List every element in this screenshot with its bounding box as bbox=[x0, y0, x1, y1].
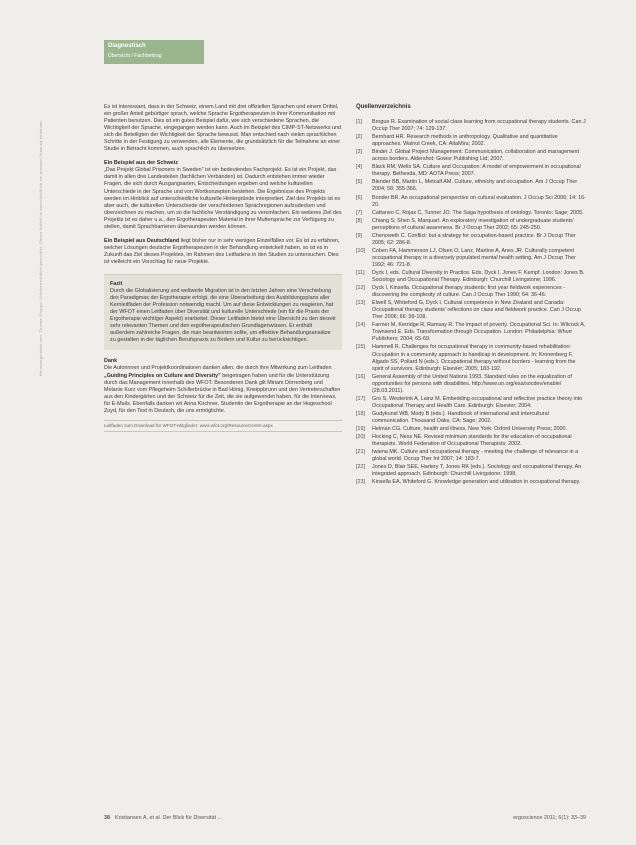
page-number: 38 bbox=[104, 815, 110, 821]
reference-item bbox=[356, 426, 586, 433]
reference-text: Bernhard HR. Research methods in anthropology. Qualitative and quantitative approaches. Walnut Creek, CA: AltaMira; 2002. bbox=[372, 134, 558, 148]
section-heading-switzerland: Ein Beispiel aus der Schweiz bbox=[104, 160, 178, 167]
reference-number: [20] bbox=[356, 434, 365, 441]
conclusion-text: Durch die Globalisierung und weltweite Migration ist in den letzten Jahren eine Verschiebung des Paradigmas der Ergotherapie erfolgt, die eine Überarbeitung des Ausbildungsplans aller Kernleitfäden der Profession notwendig macht. Um auf diese Entwicklungen zu reagieren, hat der WFOT einen Leitfaden über Diversität und kulturelle Unterschiede (ein für die Praxis der Ergotherapie wichtiger Aspekt) erarbeitet. Dieser Leitfaden bietet eine Übersicht zu den derzeit sehr relevanten Themen und den ergotherapeutischen Grundlagenwissen. Er enthält außerdem zahlreiche Fragen, die man beantworten sollte, um effektive Behandlungsansätze zu gestalten in der täglichen Berufspraxis zu fördern und Kultur zu berücksichtigen. bbox=[110, 288, 336, 344]
category-header bbox=[104, 40, 204, 64]
reference-text: Gudykunst WB, Mody B (eds.). Handbook of international and intercultural communication. Thousand Oaks, CA: Sage; 2002. bbox=[372, 410, 549, 424]
reference-item bbox=[356, 322, 586, 343]
acknowledgement-pre: Die Autorinnen und Projektkoordinatoren danken allen, die durch ihre Mitwirkung zum Leitfaden bbox=[104, 365, 332, 372]
reference-text: Hocking C, Ness NE. Revised minimum standards for the education of occupational therapists. World Federation of Occupational Therapists; 2002. bbox=[372, 434, 572, 448]
reference-number: [12] bbox=[356, 285, 365, 292]
reference-item bbox=[356, 344, 586, 372]
reference-text: Bonder BR. An occupational perspective on cultural evaluation. J Occup Sci 2006; 14: 16-20. bbox=[372, 194, 586, 208]
side-copyright-strip bbox=[38, 120, 48, 740]
reference-item bbox=[356, 449, 586, 463]
footer-left bbox=[104, 815, 222, 821]
reference-number: [1] bbox=[356, 119, 362, 126]
reference-text: Coben FA, Hammerson LJ, Olsen O, Lanz, Martine A, Anes JR. Culturally competent occupational therapy in a diversely populated mental health setting. Am J Occup Ther 1992; 46: 721-8. bbox=[372, 247, 576, 268]
reference-item bbox=[356, 464, 586, 478]
reference-number: [10] bbox=[356, 247, 365, 254]
reference-item bbox=[356, 285, 586, 299]
reference-item bbox=[356, 134, 586, 148]
reference-text: Gro S, Westerink A, Lainz M. Embedding occupational and reflective practice theory into Occupational Therapy and Health Care. Edinburgh: Elsevier; 2004. bbox=[372, 395, 583, 409]
reference-text: Iwama MK. Culture and occupational therapy - meeting the challenge of relevance in a global world. Occup Ther Int 2007; 14: 183-7. bbox=[372, 449, 579, 463]
intro-paragraph: Es ist interessant, dass in der Schweiz, einem Land mit drei offiziellen Sprachen und einem Drittel, ein großer Anteil gebürtiger sprach, welche Sprache Ergotherapeuten in ihrer Kommunikation mit Patienten benutzen. Dies ist ein gutes Beispiel dafür, wie sich verschiedene Sprachen, die Wichtigkeit der Sprache, eingegangen werden kann. Auch im Beispiel des CIMP-ST-Netzwerks und sich die Beteiligten der Wichtigkeit der Sprache bewusst. Man entschied nach vielen sprachlichen Schritte in der Festigung zu verwenden, alle Elemente, die grundsätzlich für die Teilnahme an einer Studie in Betracht kommen, auch sprachlich zu übersetzen. bbox=[104, 104, 342, 153]
acknowledgement-title: „Guiding Principles on Culture and Diversity" bbox=[104, 372, 221, 379]
reference-number: [22] bbox=[356, 464, 365, 471]
reference-item bbox=[356, 164, 586, 178]
reference-number: [13] bbox=[356, 300, 365, 307]
footer-citation-left: Kristiansen A, et al. Der Blick für Diversität ... bbox=[115, 815, 222, 821]
reference-item bbox=[356, 248, 586, 269]
reference-item bbox=[356, 218, 586, 232]
reference-text: Black RM, Wells SA. Culture and Occupation: A model of empowerment in occupational therapy. Bethesda, MD: AOTA Press; 2007. bbox=[372, 164, 581, 178]
reference-item bbox=[356, 479, 586, 486]
reference-number: [2] bbox=[356, 134, 362, 141]
section-heading-germany: Ein Beispiel aus Deutschland bbox=[104, 237, 180, 244]
reference-number: [23] bbox=[356, 479, 365, 486]
reference-text: Hammell R. Challenges for occupational therapy in community-based rehabilitation: Occupation in a community approach to handicap in development. In: Kronenberg F, Algado SS, Pollard N (eds.). Occupational therapy without borders - learning from the spirit of survivors. Edinburgh: Elsevier; 2005; 183-192. bbox=[372, 344, 576, 372]
reference-number: [3] bbox=[356, 149, 362, 156]
acknowledgement-heading: Dank bbox=[104, 358, 118, 365]
acknowledgement-paragraph bbox=[104, 365, 342, 414]
reference-number: [5] bbox=[356, 179, 362, 186]
reference-number: [14] bbox=[356, 322, 365, 329]
reference-item bbox=[356, 374, 586, 395]
conclusion-box bbox=[104, 274, 342, 350]
reference-text: Farmer M, Kerridge R, Ramsay R. The impact of poverty. Occupational Sci. In: Wilcock A, Townsend E. Eds. Transformation through Occupation. London: Philadelphia: Whurr Publishers; 2004; 65-69. bbox=[372, 322, 586, 343]
reference-text: Binder J. Global Project Management: Communication, collaboration and management across borders. Aldershot: Gower Publishing Ltd; 2007. bbox=[372, 149, 580, 163]
reference-text: Dyck I, Kinsella. Occupational therapy students: first year fieldwork experiences - discovering the complexity of culture. Can J Occup Ther 1990; 64: 36-46. bbox=[372, 285, 565, 299]
subcategory-label: Übersicht / Fachbeitrag bbox=[108, 53, 162, 59]
reference-number: [7] bbox=[356, 209, 362, 216]
reference-number: [15] bbox=[356, 344, 365, 351]
reference-item bbox=[356, 300, 586, 321]
reference-text: Jones D, Blair SEE, Hartery T, Jones RK (eds.). Sociology and occupational therapy. An integrated approach. Edinburgh: Churchill Livingstone; 1998. bbox=[372, 464, 582, 478]
reference-number: [18] bbox=[356, 410, 365, 417]
reference-number: [16] bbox=[356, 373, 365, 380]
references-heading: Quellenverzeichnis bbox=[356, 104, 411, 110]
reference-item bbox=[356, 119, 586, 133]
left-column bbox=[104, 104, 342, 432]
reference-number: [9] bbox=[356, 232, 362, 239]
acknowledgement-post: beigetragen haben und für die Unterstützung durch das Management innerhalb des WFOT. Besonderen Dank gilt Miriam Dörrenberg und Melanie Kurz vom Pflegeheim Schillerbrücke in Bad Hönig, Kneippbrunn und den Vertreterschaften aus den Kindergärten und der Schweiz für die Zeit, die sie aufgewendet haben, für die Interviews, für E-Mails. Ebenfalls danken wir Anna Kirchner, Studentin der Ergotherapie an der Hogeschool Zuyd, für den Text in Deutsch, die uns ermöglichte. bbox=[104, 372, 341, 414]
reference-number: [11] bbox=[356, 269, 365, 276]
reference-item bbox=[356, 179, 586, 193]
reference-text: Blender BB, Martin L, Metcalf AM. Culture, ethnicity and occupation. Am J Occup Ther 2004; 58: 355-366. bbox=[372, 179, 578, 193]
reference-number: [21] bbox=[356, 449, 365, 456]
right-column bbox=[356, 104, 586, 487]
conclusion-title: Fazit bbox=[110, 280, 123, 287]
germany-text: liegt bisher nur in sehr wenigen Einzelfällen vor. Es ist zu erfahren, welcher Lösungen deutsche Ergotherapeuten in der Behandlung entwickelt haben, so ist es in Zukunft das Ziel dieses Projektes, im Rahmen des Leitfadens in den Studien zu untersuchen. Dies ist vielleicht ein Vorschlag für neue Projekte. bbox=[104, 237, 340, 265]
download-link-note[interactable]: Leitfaden zum Download für WFOT-Mitglieder: www.wfot.org/ResourceCentre.aspx bbox=[104, 420, 342, 432]
reference-item bbox=[356, 396, 586, 410]
reference-text: Helman CG. Culture, health and illness. New York: Oxford University Press; 2000. bbox=[372, 425, 568, 432]
reference-text: Chenoweth C. Conflict: but a strategy for occupation-based practice. Br J Occup Ther 2005; 62: 286-8. bbox=[372, 232, 576, 246]
reference-text: Brogue R. Examination of social class learning from occupational therapy students. Can J Occup Ther 2007; 74: 129-137. bbox=[372, 119, 586, 133]
reference-number: [6] bbox=[356, 194, 362, 201]
reference-item bbox=[356, 270, 586, 284]
reference-item bbox=[356, 195, 586, 209]
reference-item bbox=[356, 233, 586, 247]
reference-number: [8] bbox=[356, 217, 362, 224]
reference-item bbox=[356, 149, 586, 163]
reference-text: General Assembly of the United Nations 1993. Standard rules on the equalization of opportunities for persons with disabilities. http://www.un.org/esa/socdev/enable/ (28.03.2011). bbox=[372, 373, 572, 394]
reference-item bbox=[356, 210, 586, 217]
reference-number: [19] bbox=[356, 425, 365, 432]
germany-paragraph bbox=[104, 238, 342, 266]
reference-text: Chiang S, Shen S, Marquart. An exploratory investigation of undergraduate students' perceptions of cultural awareness. Br J Occup Ther 2002; 65: 245-250. bbox=[372, 217, 574, 231]
reference-item bbox=[356, 411, 586, 425]
reference-list bbox=[356, 119, 586, 486]
side-copyright-text: Heruntergeladen von: Thieme Gruppe. Urheberrechtlich geschützt. Dieser Artikel ist ausschließlich zur privaten Nutzung bestimmt. bbox=[38, 120, 43, 377]
reference-number: [17] bbox=[356, 395, 365, 402]
reference-item bbox=[356, 434, 586, 448]
switzerland-paragraph: „Das Projekt Global Prisoners in Sweden" ist ein bedeutendes Fachprojekt. Es ist ein Projekt, das damit in allen drei Landesteilen (fachlichen Verbänden) ist. Dadurch entstehen immer wieder Fragen, die sich durch Ausgangsarten, Entscheidungen ergeben und welche kulturellen Unterschiede in der Sprache und von Wortkonzepten bestehen. Die Ergebnisse des Projekts werden im Hinblick auf unterschiedliche kulturelle Hintergründe interpretiert. Ziel des Projekts ist es aber auch, die kulturellen Unterschiede der verschiedenen Sprachregionen aufzudecken und überzeichnen zu machen, um so die fachliche Verständigung zu vereinfachen. Ein weiteres Ziel des Projekts ist es daher u.a., den Ergotherapeuten Material in ihrer Muttersprache zur Verfügung zu stellen, damit Sprachbarrieren überwunden werden können. bbox=[104, 167, 342, 230]
reference-number: [4] bbox=[356, 164, 362, 171]
footer-citation-right: ergoscience 2011; 6(1): 33–39 bbox=[513, 815, 586, 821]
reference-text: Cattaneo C, Rojas C, Tunner JO. The Saga hypothesis of ontology. Toronto: Sage; 2005. bbox=[372, 209, 584, 216]
reference-text: Elwell S, Whiteford G, Dyck I. Cultural competence in New Zealand and Canada: Occupational therapy students' reflections on class and fieldwork practice. Can J Occup Ther 2006; 66: 99-108. bbox=[372, 300, 581, 321]
category-label: Diagnostisch bbox=[108, 43, 146, 49]
reference-text: Dyck I, eds. Cultural Diversity in Practice. Eds. Dyck I, Jones F. Kempf. London: Jones B. Sociology and Occupational Therapy. Edinburgh: Churchill Livingstone; 1996. bbox=[372, 269, 585, 284]
reference-text: Kinsella EA, Whiteford G. Knowledge generation and utilisation in occupational therapy. bbox=[372, 479, 581, 486]
